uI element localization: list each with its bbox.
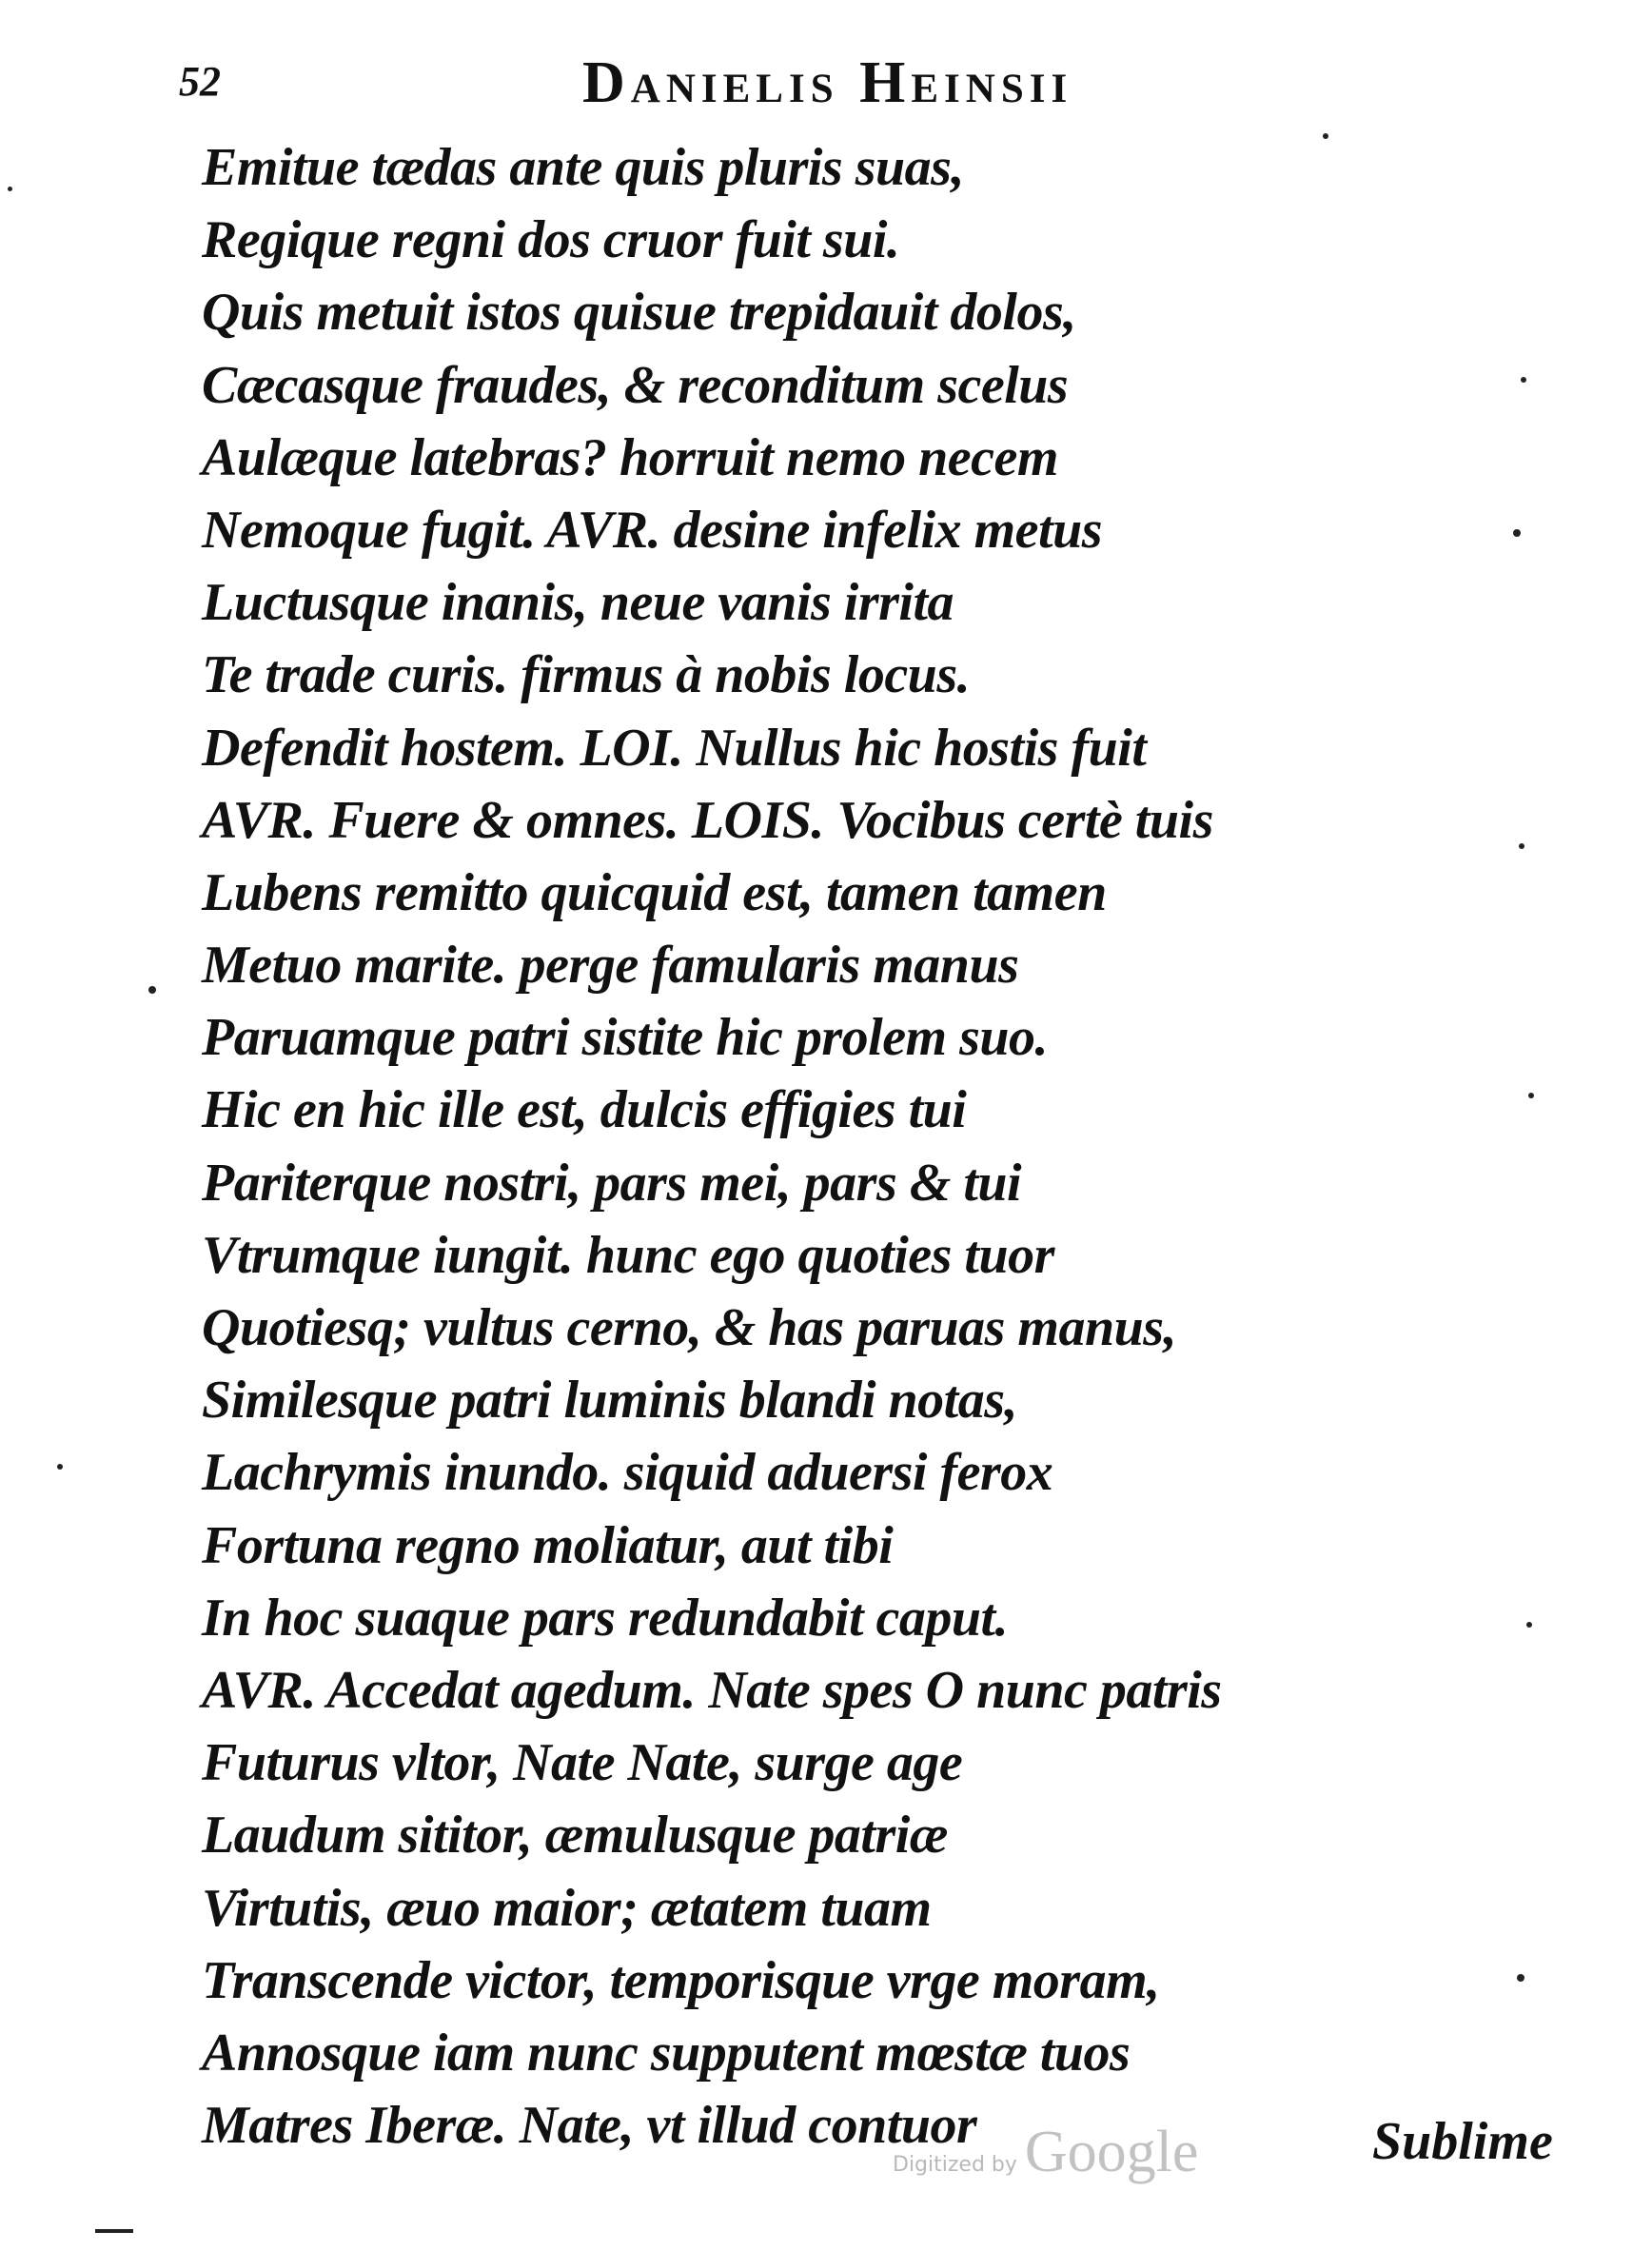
verse-block [202,131,1439,2162]
verse-line: Vtrumque iungit. hunc ego quoties tuor [202,1225,1054,1285]
ink-speck [148,986,156,994]
verse-line: Laudum sititor, æmulusque patriæ [202,1806,948,1866]
verse-line: Lachrymis inundo. siquid aduersi ferox [202,1443,1053,1503]
verse-line: Metuo marite. perge famularis manus [202,936,1019,996]
verse-line: AVR. Fuere & omnes. LOIS. Vocibus certè tuis [202,790,1213,850]
verse-line: Fortuna regno moliatur, aut tibi [202,1515,894,1575]
ink-speck [1528,1093,1534,1098]
verse-line: Virtutis, æuo maior; ætatem tuam [202,1878,932,1938]
verse-line: AVR. Accedat agedum. Nate spes O nunc patris [202,1660,1222,1720]
bottom-rule-mark [95,2229,133,2233]
verse-line: Paruamque patri sistite hic prolem suo. [202,1008,1049,1068]
verse-line: Transcende victor, temporisque vrge moram, [202,1950,1160,2010]
verse-line: Pariterque nostri, pars mei, pars & tui [202,1153,1022,1213]
verse-line: Quis metuit istos quisue trepidauit dolos, [202,283,1076,343]
verse-line: Nemoque fugit. AVR. desine infelix metus [202,500,1103,560]
verse-line: Annosque iam nunc supputent mœstæ tuos [202,2023,1131,2083]
verse-line: Cæcasque fraudes, & reconditum scelus [202,355,1069,415]
page-number: 52 [179,58,221,105]
verse-line: In hoc suaque pars redundabit caput. [202,1588,1009,1648]
verse-line: Matres Iberæ. Nate, vt illud contuor [202,2096,977,2156]
verse-line: Regique regni dos cruor fuit sui. [202,210,900,270]
verse-line: Te trade curis. firmus à nobis locus. [202,645,971,705]
ink-speck [1513,529,1521,537]
digitized-by-label: Digitized by [893,2153,1017,2177]
ink-speck [1521,377,1526,383]
verse-line: Emitue tædas ante quis pluris suas, [202,138,964,197]
ink-speck [1526,1622,1532,1628]
verse-line: Similesque patri luminis blandi notas, [202,1371,1018,1431]
verse-line: Hic en hic ille est, dulcis effigies tui [202,1080,967,1140]
verse-line: Futurus vltor, Nate Nate, surge age [202,1733,963,1793]
digitized-watermark [893,2119,1198,2186]
google-logo: Google [1024,2120,1199,2184]
verse-line: Defendit hostem. LOI. Nullus hic hostis fuit [202,718,1147,778]
ink-speck [1517,1974,1524,1982]
catchword: Sublime [1372,2112,1553,2171]
ink-speck [57,1464,63,1470]
verse-line: Lubens remitto quicquid est, tamen tamen [202,862,1107,922]
ink-speck [8,187,12,191]
ink-speck [1519,843,1524,849]
running-head: Danielis Heinsii [582,50,1073,115]
verse-line: Aulæque latebras? horruit nemo necem [202,427,1058,487]
verse-line: Quotiesq; vultus cerno, & has paruas manus, [202,1298,1177,1357]
verse-line: Luctusque inanis, neue vanis irrita [202,573,954,633]
ink-speck [1323,133,1328,139]
